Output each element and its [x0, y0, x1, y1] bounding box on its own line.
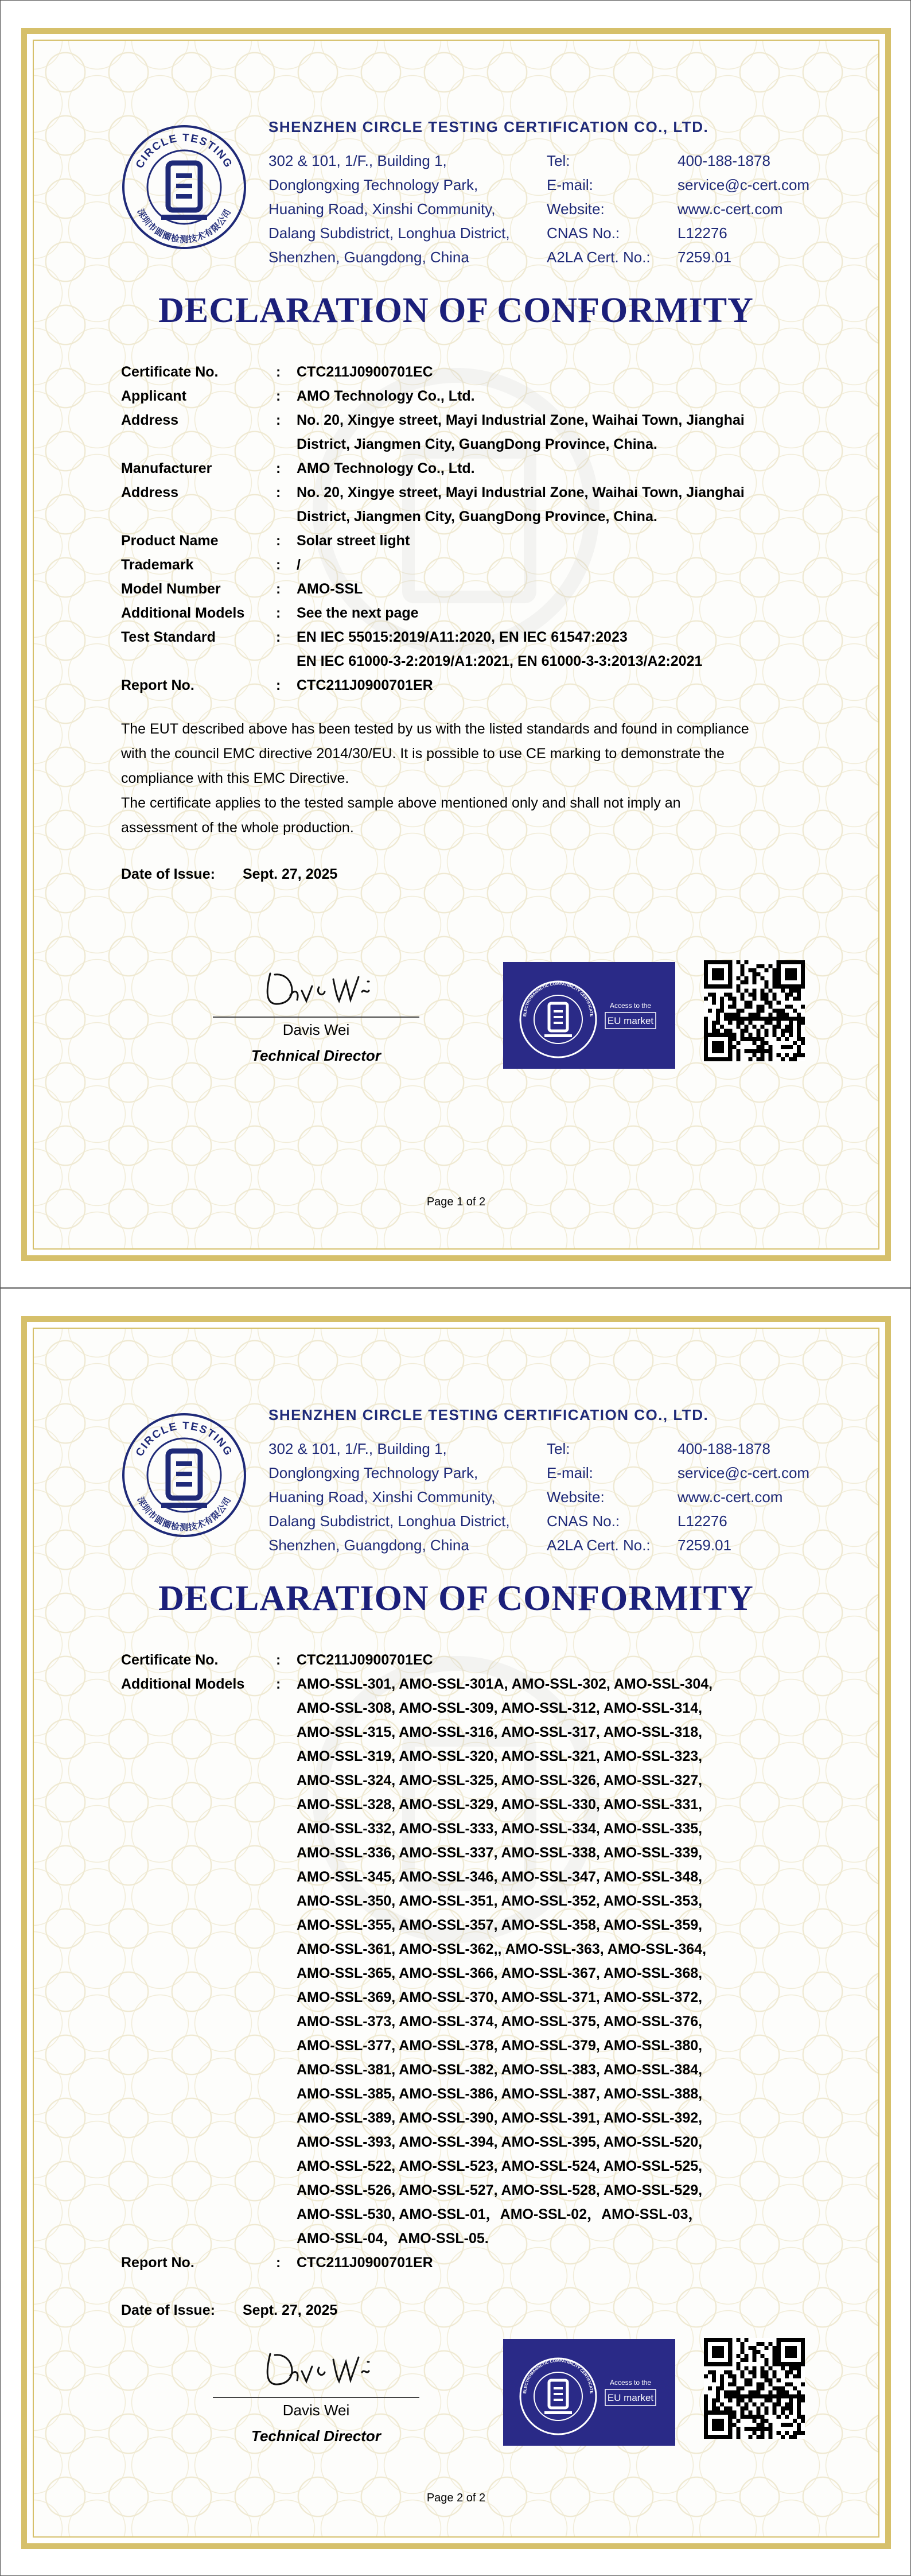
- field-colon: :: [276, 557, 281, 573]
- model-list-line: AMO-SSL-530, AMO-SSL-01，AMO-SSL-02，AMO-SSL-03，: [297, 2206, 703, 2222]
- field-trademark: [121, 553, 870, 577]
- company-address: [268, 1437, 510, 1557]
- field-value: [297, 625, 870, 673]
- address-line: Donglongxing Technology Park,: [268, 1464, 478, 1481]
- certificate-fields: [121, 360, 870, 697]
- field-value: See the next page: [297, 605, 419, 621]
- signature-line: [213, 1017, 419, 1018]
- company-address: [268, 149, 510, 269]
- certificate-fields: [121, 1648, 870, 2275]
- field-label: Applicant: [121, 388, 186, 404]
- field-label: Model Number: [121, 581, 221, 597]
- model-list-line: AMO-SSL-522, AMO-SSL-523, AMO-SSL-524, AMO-SSL-525,: [297, 2158, 703, 2174]
- signatory-title: Technical Director: [251, 2427, 381, 2445]
- contact-label: Website:: [547, 200, 605, 218]
- signatory-title: Technical Director: [251, 1047, 381, 1064]
- address-line: Huaning Road, Xinshi Community,: [268, 1488, 496, 1506]
- handwritten-signature: [247, 962, 385, 1014]
- field-value: Solar street light: [297, 533, 410, 549]
- field-model-number: [121, 577, 870, 601]
- svg-text:深圳市圆圈检测技术有限公司: 深圳市圆圈检测技术有限公司: [135, 1495, 233, 1533]
- address-line: Huaning Road, Xinshi Community,: [268, 200, 496, 218]
- model-list-line: AMO-SSL-377, AMO-SSL-378, AMO-SSL-379, AMO-SSL-380,: [297, 2038, 703, 2054]
- compliance-statement: [121, 717, 832, 840]
- field-colon: :: [276, 2255, 281, 2271]
- address-line: Dalang Subdistrict, Longhua District,: [268, 1512, 510, 1530]
- svg-text:EU market: EU market: [607, 1015, 654, 1026]
- field-label: Manufacturer: [121, 460, 212, 476]
- field-colon: :: [276, 605, 281, 621]
- model-list-line: AMO-SSL-361, AMO-SSL-362,, AMO-SSL-363, AMO-SSL-364,: [297, 1941, 707, 1957]
- statement-line: with the council EMC directive 2014/30/EU. It is possible to use CE marking to demonstrate the: [121, 746, 725, 762]
- svg-text:Access to the: Access to the: [609, 1002, 652, 1010]
- circle-testing-seal-icon: [121, 1412, 247, 1538]
- field-value: AMO-SSL: [297, 581, 363, 597]
- model-list-line: AMO-SSL-385, AMO-SSL-386, AMO-SSL-387, AMO-SSL-388,: [297, 2086, 703, 2102]
- svg-text:Access to the: Access to the: [609, 2379, 652, 2387]
- address-line: 302 & 101, 1/F., Building 1,: [268, 1440, 447, 1457]
- field-colon: :: [276, 364, 281, 380]
- model-list-line: AMO-SSL-355, AMO-SSL-357, AMO-SSL-358, AMO-SSL-359,: [297, 1917, 703, 1933]
- field-value: [297, 480, 870, 529]
- date-label: Date of Issue:: [121, 866, 215, 882]
- handwritten-signature: [247, 2342, 385, 2394]
- model-list-line: AMO-SSL-04，AMO-SSL-05.: [297, 2230, 489, 2247]
- signature-block: [213, 962, 419, 1065]
- field-colon: :: [276, 1676, 281, 1692]
- field-certificate-no: [121, 360, 870, 384]
- field-report-no: [121, 2251, 870, 2275]
- model-list-line: AMO-SSL-301, AMO-SSL-301A, AMO-SSL-302, AMO-SSL-304,: [297, 1676, 713, 1692]
- eu-market-badge: [503, 962, 675, 1069]
- field-colon: :: [276, 412, 281, 428]
- contact-label: Tel:: [547, 1440, 570, 1457]
- value-line: EN IEC 55015:2019/A11:2020, EN IEC 61547:2023: [297, 629, 628, 645]
- statement-line: The certificate applies to the tested sample above mentioned only and shall not imply an: [121, 795, 681, 811]
- field-value: CTC211J0900701ER: [297, 677, 433, 693]
- qr-code: [704, 960, 805, 1061]
- date-label: Date of Issue:: [121, 2302, 215, 2318]
- svg-text:CIRCLE TESTING: CIRCLE TESTING: [134, 1419, 235, 1458]
- field-additional-models: [121, 1672, 870, 2251]
- address-line: 302 & 101, 1/F., Building 1,: [268, 152, 447, 169]
- contact-cnas: L12276: [678, 224, 727, 242]
- model-list-line: AMO-SSL-315, AMO-SSL-316, AMO-SSL-317, AMO-SSL-318,: [297, 1724, 703, 1740]
- field-colon: :: [276, 677, 281, 693]
- contact-label: CNAS No.:: [547, 224, 620, 242]
- field-manufacturer: [121, 456, 870, 480]
- model-list-line: AMO-SSL-369, AMO-SSL-370, AMO-SSL-371, AMO-SSL-372,: [297, 1989, 703, 2005]
- field-certificate-no: [121, 1648, 870, 1672]
- field-value: AMO Technology Co., Ltd.: [297, 460, 475, 476]
- model-list-line: AMO-SSL-324, AMO-SSL-325, AMO-SSL-326, AMO-SSL-327,: [297, 1772, 703, 1789]
- field-label: Certificate No.: [121, 364, 219, 380]
- field-label: Certificate No.: [121, 1652, 219, 1668]
- field-applicant-address: [121, 408, 870, 456]
- field-value: [297, 408, 870, 456]
- contact-cnas: L12276: [678, 1512, 727, 1530]
- model-list-line: AMO-SSL-373, AMO-SSL-374, AMO-SSL-375, AMO-SSL-376,: [297, 2014, 703, 2030]
- company-name: SHENZHEN CIRCLE TESTING CERTIFICATION CO., LTD.: [268, 118, 709, 135]
- svg-text:CIRCLE TESTING: CIRCLE TESTING: [134, 131, 235, 170]
- address-line: Shenzhen, Guangdong, China: [268, 1537, 469, 1554]
- signatory-name: Davis Wei: [282, 1021, 350, 1038]
- model-list-line: AMO-SSL-526, AMO-SSL-527, AMO-SSL-528, AMO-SSL-529,: [297, 2182, 703, 2198]
- model-list-line: AMO-SSL-345, AMO-SSL-346, AMO-SSL-347, AMO-SSL-348,: [297, 1869, 703, 1885]
- model-list-line: AMO-SSL-365, AMO-SSL-366, AMO-SSL-367, AMO-SSL-368,: [297, 1965, 703, 1981]
- model-list-line: AMO-SSL-308, AMO-SSL-309, AMO-SSL-312, AMO-SSL-314,: [297, 1700, 703, 1716]
- eu-market-badge: [503, 2339, 675, 2446]
- signatory-name: Davis Wei: [282, 2402, 350, 2419]
- field-label: Product Name: [121, 533, 219, 549]
- field-label: Address: [121, 412, 179, 428]
- model-list-line: AMO-SSL-393, AMO-SSL-394, AMO-SSL-395, AMO-SSL-520,: [297, 2134, 703, 2150]
- date-of-issue: [121, 866, 337, 883]
- contact-email: service@c-cert.com: [678, 1464, 810, 1481]
- date-value: Sept. 27, 2025: [242, 866, 338, 882]
- contact-label: A2LA Cert. No.:: [547, 249, 651, 266]
- statement-line: The EUT described above has been tested by us with the listed standards and found in compliance: [121, 721, 749, 737]
- contact-website: www.c-cert.com: [678, 1488, 783, 1506]
- field-label: Additional Models: [121, 1676, 245, 1692]
- value-line: District, Jiangmen City, GuangDong Province, China.: [297, 436, 657, 452]
- field-colon: :: [276, 533, 281, 549]
- field-product-name: [121, 529, 870, 553]
- field-label: Address: [121, 484, 179, 501]
- field-colon: :: [276, 388, 281, 404]
- model-list: [297, 1672, 870, 2251]
- contact-tel: 400-188-1878: [678, 152, 770, 169]
- contact-website: www.c-cert.com: [678, 200, 783, 218]
- signature-block: [213, 2342, 419, 2445]
- field-additional-models: [121, 601, 870, 625]
- contact-label: CNAS No.:: [547, 1512, 620, 1530]
- field-label: Test Standard: [121, 629, 216, 645]
- contact-values: [678, 1437, 809, 1557]
- field-value: CTC211J0900701ER: [297, 2255, 433, 2271]
- field-label: Report No.: [121, 2255, 194, 2271]
- model-list-line: AMO-SSL-332, AMO-SSL-333, AMO-SSL-334, AMO-SSL-335,: [297, 1821, 703, 1837]
- address-line: Donglongxing Technology Park,: [268, 176, 478, 193]
- model-list-line: AMO-SSL-328, AMO-SSL-329, AMO-SSL-330, AMO-SSL-331,: [297, 1797, 703, 1813]
- field-label: Report No.: [121, 677, 194, 693]
- signature-line: [213, 2397, 419, 2398]
- value-line: EN IEC 61000-3-2:2019/A1:2021, EN 61000-3-3:2013/A2:2021: [297, 653, 703, 669]
- contact-label: E-mail:: [547, 176, 593, 193]
- value-line: No. 20, Xingye street, Mayi Industrial Zone, Waihai Town, Jianghai: [297, 484, 745, 501]
- contact-email: service@c-cert.com: [678, 176, 810, 193]
- contact-labels: [547, 1437, 651, 1557]
- svg-text:ELECTROMAGNETIC COMPATIBILITY: ELECTROMAGNETIC COMPATIBILITY CERTIFICATE: [523, 2358, 594, 2394]
- field-report-no: [121, 673, 870, 697]
- model-list-line: AMO-SSL-389, AMO-SSL-390, AMO-SSL-391, AMO-SSL-392,: [297, 2110, 703, 2126]
- svg-text:深圳市圆圈检测技术有限公司: 深圳市圆圈检测技术有限公司: [135, 207, 233, 245]
- svg-text:ELECTROMAGNETIC COMPATIBILITY: ELECTROMAGNETIC COMPATIBILITY CERTIFICATE: [523, 981, 594, 1017]
- document-title: DECLARATION OF CONFORMITY: [158, 291, 754, 330]
- field-colon: :: [276, 460, 281, 476]
- contact-label: A2LA Cert. No.:: [547, 1537, 651, 1554]
- model-list-line: AMO-SSL-336, AMO-SSL-337, AMO-SSL-338, AMO-SSL-339,: [297, 1845, 703, 1861]
- page-number: Page 1 of 2: [426, 1196, 486, 1208]
- model-list-line: AMO-SSL-350, AMO-SSL-351, AMO-SSL-352, AMO-SSL-353,: [297, 1893, 703, 1909]
- field-colon: :: [276, 484, 281, 501]
- field-colon: :: [276, 1652, 281, 1668]
- statement-line: assessment of the whole production.: [121, 820, 354, 836]
- field-colon: :: [276, 629, 281, 645]
- field-value: CTC211J0900701EC: [297, 364, 433, 380]
- qr-code: [704, 2338, 805, 2439]
- field-value: AMO Technology Co., Ltd.: [297, 388, 475, 404]
- model-list-line: AMO-SSL-381, AMO-SSL-382, AMO-SSL-383, AMO-SSL-384,: [297, 2062, 703, 2078]
- contact-labels: [547, 149, 651, 269]
- document-title: DECLARATION OF CONFORMITY: [158, 1579, 754, 1618]
- value-line: District, Jiangmen City, GuangDong Province, China.: [297, 509, 657, 525]
- page-number: Page 2 of 2: [426, 2492, 486, 2504]
- contact-label: Tel:: [547, 152, 570, 169]
- company-name: SHENZHEN CIRCLE TESTING CERTIFICATION CO., LTD.: [268, 1406, 709, 1423]
- model-list-line: AMO-SSL-319, AMO-SSL-320, AMO-SSL-321, AMO-SSL-323,: [297, 1748, 703, 1764]
- date-of-issue: [121, 2302, 337, 2319]
- date-value: Sept. 27, 2025: [242, 2302, 338, 2318]
- field-manufacturer-address: [121, 480, 870, 529]
- svg-text:EU market: EU market: [607, 2392, 654, 2403]
- contact-label: Website:: [547, 1488, 605, 1506]
- contact-a2la: 7259.01: [678, 249, 731, 266]
- contact-label: E-mail:: [547, 1464, 593, 1481]
- contact-a2la: 7259.01: [678, 1537, 731, 1554]
- field-applicant: [121, 384, 870, 408]
- address-line: Dalang Subdistrict, Longhua District,: [268, 224, 510, 242]
- field-test-standard: [121, 625, 870, 673]
- field-value: CTC211J0900701EC: [297, 1652, 433, 1668]
- address-line: Shenzhen, Guangdong, China: [268, 249, 469, 266]
- statement-line: compliance with this EMC Directive.: [121, 770, 349, 786]
- field-colon: :: [276, 581, 281, 597]
- circle-testing-seal-icon: [121, 124, 247, 250]
- certificate-page-2: [0, 1288, 911, 2576]
- contact-tel: 400-188-1878: [678, 1440, 770, 1457]
- value-line: No. 20, Xingye street, Mayi Industrial Zone, Waihai Town, Jianghai: [297, 412, 745, 428]
- field-label: Additional Models: [121, 605, 245, 621]
- field-label: Trademark: [121, 557, 194, 573]
- field-value: /: [297, 557, 301, 573]
- contact-values: [678, 149, 809, 269]
